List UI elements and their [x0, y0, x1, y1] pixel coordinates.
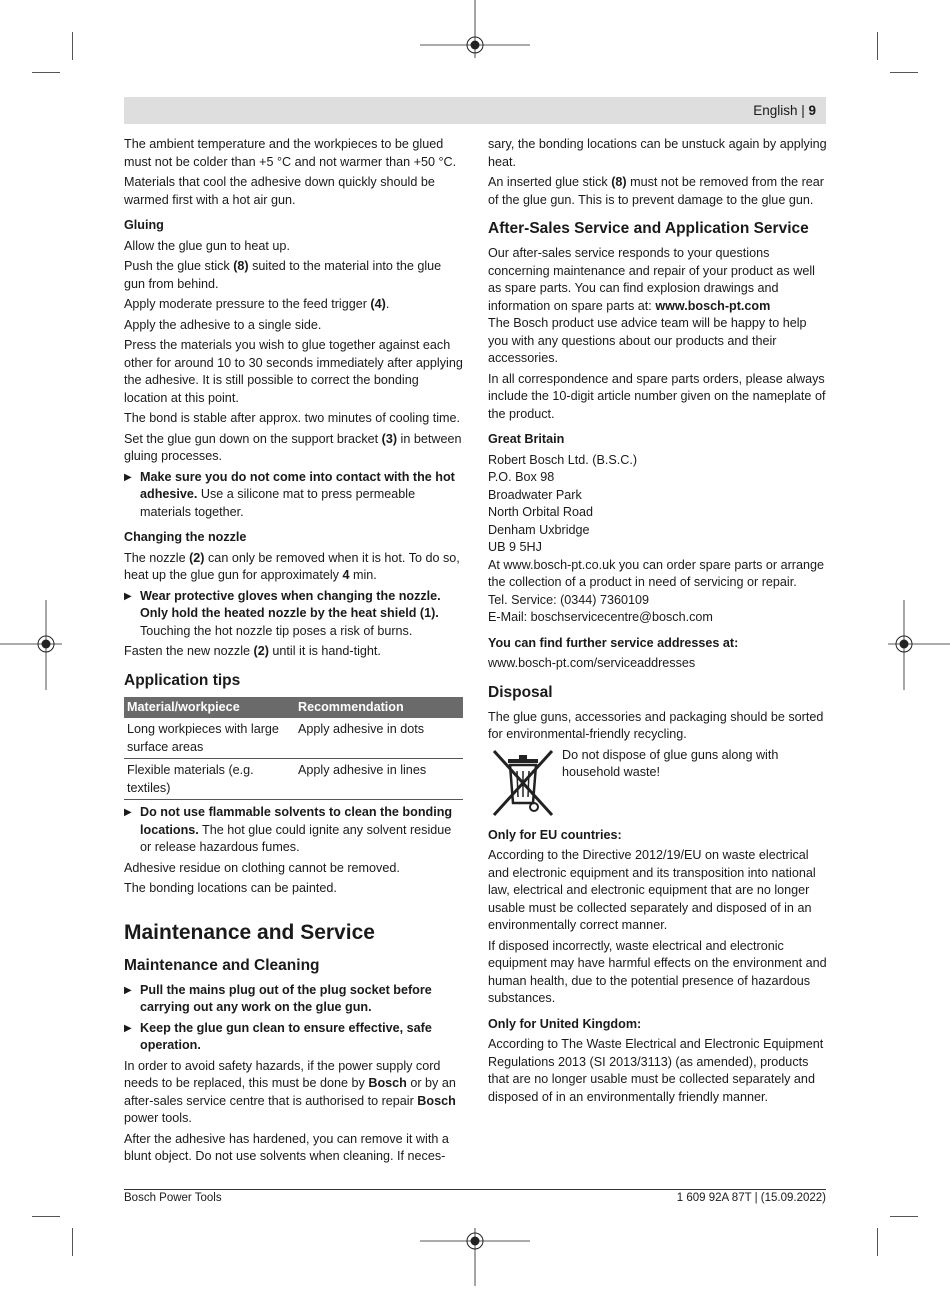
brand: Bosch	[368, 1076, 407, 1090]
service-addresses-link[interactable]: www.bosch-pt.com/serviceaddresses	[488, 656, 696, 670]
text: Fasten the new nozzle	[124, 644, 254, 658]
warning-bold: Do not use flammable solvents to clean the bonding locations.	[140, 805, 453, 837]
text: Set the glue gun down on the support bracket	[124, 431, 382, 446]
paragraph: The glue guns, accessories and packaging should be sorted for environmental-friendly recycling.	[488, 709, 824, 741]
header-separator: |	[797, 103, 809, 118]
text: Our after-sales service responds to your questions concerning maintenance and repair of your product as well as spare parts. You can find explosion drawings and information on spare parts at:	[488, 246, 815, 313]
text: power tools.	[124, 1111, 192, 1125]
paragraph: sary, the bonding locations can be unstuck again by applying heat.	[488, 137, 827, 169]
subheading-nozzle: Changing the nozzle	[124, 530, 247, 544]
paragraph: The bond is stable after approx. two minutes of cooling time.	[124, 411, 461, 425]
column-header: Material/workpiece	[124, 697, 295, 719]
paragraph: Materials that cool the adhesive down quickly should be warmed first with a hot air gun.	[124, 175, 435, 207]
table-header-row	[124, 697, 463, 719]
subheading-gluing: Gluing	[124, 218, 164, 232]
subheading-further-addresses: You can find further service addresses at:	[488, 635, 739, 650]
paragraph	[124, 1058, 464, 1128]
paragraph: Adhesive residue on clothing cannot be removed.	[124, 860, 400, 875]
safety-warning	[124, 1020, 464, 1055]
paragraph: After the adhesive has hardened, you can remove it with a blunt object. Do not use solvents when cleaning. If neces-	[124, 1131, 449, 1163]
heading-after-sales-service: After-Sales Service and Application Service	[488, 220, 809, 237]
warning-bold: Wear protective gloves when changing the nozzle. Only hold the heated nozzle by the heat shield (1).	[140, 588, 441, 620]
arrow-bullet-icon: ▶	[124, 984, 132, 996]
paragraph: Allow the glue gun to heat up.	[124, 238, 290, 253]
paragraph	[488, 174, 828, 209]
footer-doc-number: 1 609 92A 87T | (15.09.2022)	[676, 1192, 826, 1204]
paragraph: The bonding locations can be painted.	[124, 881, 337, 895]
table-cell: Flexible materials (e.g. textiles)	[124, 759, 295, 800]
safety-warning	[124, 588, 464, 641]
part-ref: (3)	[381, 431, 398, 446]
subheading-great-britain: Great Britain	[488, 432, 565, 446]
text: in between gluing processes.	[124, 431, 462, 463]
text: In order to avoid safety hazards, if the power supply cord needs to be replaced, this must be done by	[124, 1058, 441, 1090]
table-cell: Apply adhesive in dots	[295, 718, 463, 759]
address-block	[488, 452, 828, 557]
table-cell: Long workpieces with large surface areas	[124, 718, 295, 759]
table-row	[124, 718, 463, 759]
paragraph	[488, 245, 828, 315]
paragraph: The ambient temperature and the workpieces to be glued must not be colder than +5 °C and not warmer than +50 °C.	[124, 137, 457, 169]
part-ref: (2)	[189, 550, 205, 565]
paragraph: Press the materials you wish to glue together against each other for around 10 to 30 seconds immediately after applying the adhesive. It is still possible to correct the bonding location at this point.	[124, 338, 463, 405]
disposal-notice	[488, 747, 828, 819]
warning-bold: Make sure you do not come into contact with the hot adhesive.	[140, 469, 455, 501]
address-line: UB 9 5HJ	[488, 540, 542, 554]
arrow-bullet-icon: ▶	[124, 1022, 132, 1034]
website-link[interactable]: www.bosch-pt.com	[655, 298, 771, 313]
safety-warning	[124, 804, 464, 857]
arrow-bullet-icon: ▶	[124, 590, 132, 602]
address-line: North Orbital Road	[488, 505, 593, 519]
table-cell: Apply adhesive in lines	[295, 759, 463, 800]
registration-mark-top	[420, 0, 530, 60]
left-column	[124, 136, 464, 1169]
footer-brand: Bosch Power Tools	[124, 1192, 222, 1204]
footer-rule	[124, 1189, 826, 1190]
part-ref: (8)	[233, 259, 249, 273]
paragraph	[124, 431, 464, 466]
text: suited to the material into the glue gun from behind.	[124, 259, 442, 291]
paragraph: According to the Directive 2012/19/EU on waste electrical and electronic equipment and its transposition into national law, electrical and electronic equipment that are no longer usable must be collected separately and disposed of in an environmentally correct manner.	[488, 848, 816, 932]
warning-text: The hot glue could ignite any solvent residue or release hazardous fumes.	[140, 822, 452, 854]
warning-text: Use a silicone mat to press permeable materials together.	[140, 487, 416, 519]
text: The nozzle	[124, 550, 190, 565]
part-ref: (8)	[611, 175, 627, 189]
paragraph: Apply the adhesive to a single side.	[124, 317, 322, 332]
crop-mark	[890, 72, 918, 73]
crop-mark	[877, 32, 878, 60]
text: min.	[349, 568, 377, 582]
page-number: 9	[808, 103, 816, 118]
part-ref: (2)	[253, 644, 269, 658]
text: or by an after-sales service centre that is authorised to repair	[124, 1076, 456, 1108]
telephone: Tel. Service: (0344) 7360109	[488, 592, 650, 607]
paragraph	[124, 643, 464, 661]
heading-maintenance-service: Maintenance and Service	[124, 920, 375, 944]
right-column	[488, 136, 828, 1109]
crop-mark	[877, 1228, 878, 1256]
paragraph: The Bosch product use advice team will be happy to help you with any questions about our products and their accessories.	[488, 316, 807, 365]
registration-mark-bottom	[420, 1228, 530, 1288]
crop-mark	[72, 32, 73, 60]
subheading-uk: Only for United Kingdom:	[488, 1016, 642, 1031]
paragraph	[124, 550, 464, 585]
crop-mark	[32, 1216, 60, 1217]
warning-text: Touching the hot nozzle tip poses a risk of burns.	[140, 623, 413, 638]
crop-mark	[890, 1216, 918, 1217]
table-row	[124, 759, 463, 800]
registration-mark-left	[0, 600, 62, 690]
safety-warning	[124, 982, 464, 1017]
crop-mark	[72, 1228, 73, 1256]
brand: Bosch	[417, 1093, 456, 1108]
heading-application-tips: Application tips	[124, 671, 241, 689]
text: An inserted glue stick	[488, 175, 612, 189]
paragraph	[124, 258, 464, 293]
arrow-bullet-icon: ▶	[124, 471, 132, 483]
warning-bold: Pull the mains plug out of the plug socket before carrying out any work on the glue gun.	[140, 982, 432, 1014]
text: can only be removed when it is hot. To do so, heat up the glue gun for approximately	[124, 550, 460, 582]
paragraph	[124, 296, 464, 314]
arrow-bullet-icon: ▶	[124, 807, 132, 818]
text: Push the glue stick	[124, 259, 234, 273]
text: Apply moderate pressure to the feed trigger	[124, 297, 371, 311]
registration-mark-right	[888, 600, 950, 690]
part-ref: (4)	[370, 297, 386, 311]
paragraph: According to The Waste Electrical and Electronic Equipment Regulations 2013 (SI 2013/3113) (as amended), products that are no longer usable must be collected separately and disposed of in an environmentally friendly manner.	[488, 1037, 824, 1104]
email: E-Mail: boschservicecentre@bosch.com	[488, 610, 713, 624]
header-label	[753, 103, 816, 118]
header-language: English	[753, 103, 798, 118]
heading-disposal: Disposal	[488, 683, 553, 701]
paragraph: In all correspondence and spare parts orders, please always include the 10-digit article number given on the nameplate of the product.	[488, 371, 826, 421]
application-tips-table	[124, 697, 463, 801]
warning-bold: Keep the glue gun clean to ensure effective, safe operation.	[140, 1020, 432, 1052]
crop-mark	[32, 72, 60, 73]
page-header	[124, 97, 826, 124]
address-line: Broadwater Park	[488, 487, 582, 502]
disposal-warning: Do not dispose of glue guns along with household waste!	[562, 747, 779, 779]
address-line: Robert Bosch Ltd. (B.S.C.)	[488, 452, 638, 467]
heading-maintenance-cleaning: Maintenance and Cleaning	[124, 956, 320, 974]
paragraph: If disposed incorrectly, waste electrical and electronic equipment may have harmful effects on the environment and human health, due to the potential presence of hazardous substances.	[488, 938, 827, 1005]
paragraph: At www.bosch-pt.co.uk you can order spare parts or arrange the collection of a product in need of servicing or repair.	[488, 557, 824, 589]
value: 4	[342, 568, 350, 582]
address-line: P.O. Box 98	[488, 470, 555, 484]
column-header: Recommendation	[295, 697, 463, 719]
address-line: Denham Uxbridge	[488, 522, 590, 537]
text: until it is hand-tight.	[268, 644, 381, 658]
text: must not be removed from the rear of the glue gun. This is to prevent damage to the glue gun.	[488, 175, 824, 207]
crossed-out-wheelie-bin-icon	[488, 747, 558, 819]
safety-warning	[124, 469, 464, 522]
text: .	[385, 297, 390, 311]
subheading-eu: Only for EU countries:	[488, 827, 622, 842]
